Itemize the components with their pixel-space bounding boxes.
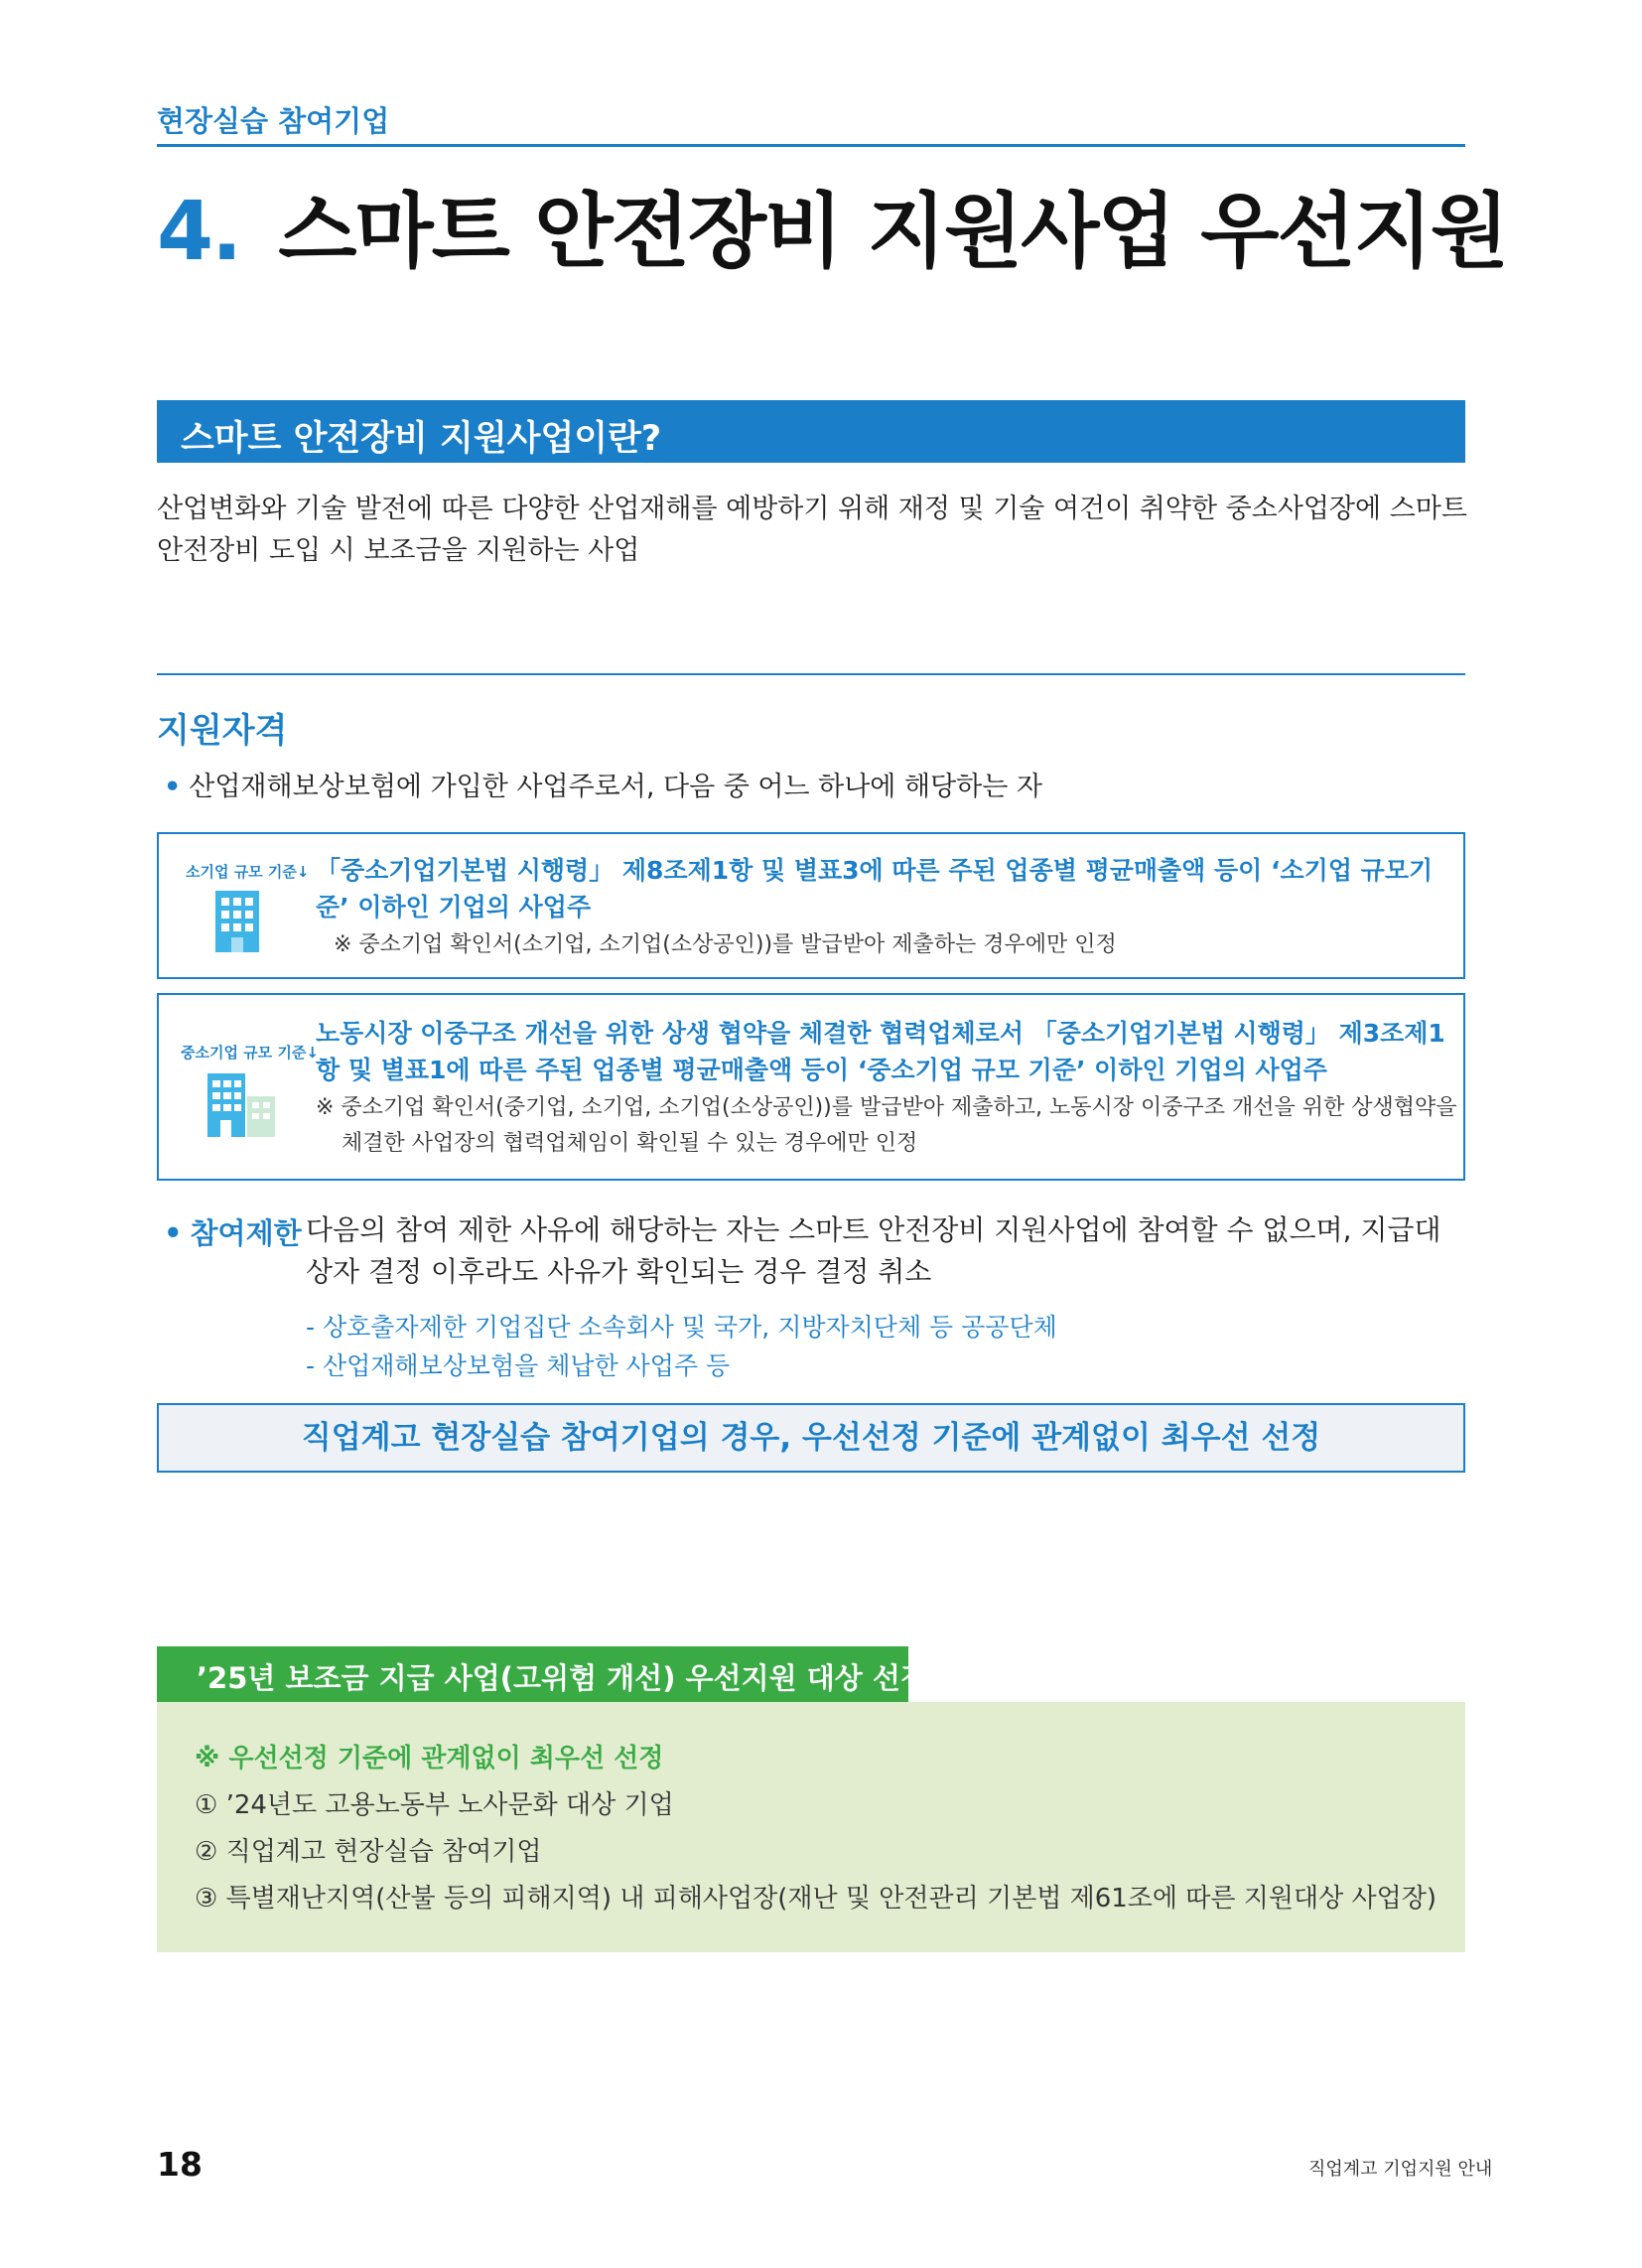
priority-note: ※ 우선선정 기준에 관계없이 최우선 선정: [195, 1744, 664, 1773]
criterion-main-text: 노동시장 이중구조 개선을 위한 상생 협약을 체결한 협력업체로서 「중소기업기본법 시행령」 제3조제1항 및 별표1에 따른 주된 업종별 평균매출액 등이 ‘중소기업 규모 기준’ 이하인 기업의 사업주: [316, 1019, 1445, 1084]
priority-tab: [157, 1646, 984, 1702]
section-tag: 현장실습 참여기업: [157, 104, 390, 138]
intro-band: [157, 400, 1465, 463]
page-number: 18: [157, 2145, 203, 2184]
criterion-label: 소기업 규모 기준↓: [186, 863, 310, 881]
title-number: 4.: [157, 185, 241, 279]
priority-panel: [157, 1702, 1465, 1952]
priority-item: ① ’24년도 고용노동부 노사문화 대상 기업: [195, 1790, 674, 1820]
highlight-box: [157, 1403, 1465, 1473]
criterion-main-text: 「중소기업기본법 시행령」 제8조제1항 및 별표3에 따른 주된 업종별 평균매출액 등이 ‘소기업 규모기준’ 이하인 기업의 사업주: [316, 856, 1434, 921]
criterion-note: ※ 중소기업 확인서(중기업, 소기업, 소기업(소상공인))를 발급받아 제출하고, 노동시장 이중구조 개선을 위한 상생협약을 체결한 사업장의 협력업체임이 확인될 수 있는 경우에만 인정: [316, 1095, 1457, 1156]
bullet-icon: •: [164, 772, 182, 802]
restriction-item: - 산업재해보상보험을 체납한 사업주 등: [306, 1351, 731, 1380]
intro-band-title: 스마트 안전장비 지원사업이란?: [181, 419, 662, 459]
restriction-text: 다음의 참여 제한 사유에 해당하는 자는 스마트 안전장비 지원사업에 참여할 수 없으며, 지급대상자 결정 이후라도 사유가 확인되는 경우 결정 취소: [306, 1213, 1441, 1288]
restriction-item: - 상호출자제한 기업집단 소속회사 및 국가, 지방자치단체 등 공공단체: [306, 1313, 1057, 1342]
criterion-label: 중소기업 규모 기준↓: [181, 1044, 319, 1062]
top-divider: [157, 144, 1465, 147]
restriction-tag-label: 참여제한: [190, 1216, 302, 1250]
priority-tab-title: ’25년 보조금 지급 사업(고위험 개선) 우선지원 대상 선정기준: [197, 1661, 984, 1695]
footer-doc-title: 직업계고 기업지원 안내: [1308, 2159, 1493, 2180]
criterion-box-medium: [157, 993, 1465, 1181]
criterion-note: ※ 중소기업 확인서(소기업, 소기업(소상공인))를 발급받아 제출하는 경우에만 인정: [334, 932, 1117, 957]
intro-description: 산업변화와 기술 발전에 따른 다양한 산업재해를 예방하기 위해 재정 및 기술 여건이 취약한 중소사업장에 스마트 안전장비 도입 시 보조금을 지원하는 사업: [157, 494, 1467, 566]
restriction-tag: [164, 1211, 302, 1252]
buildings-icon: [206, 1072, 276, 1142]
eligibility-heading: 지원자격: [157, 711, 288, 751]
bullet-icon: •: [164, 1216, 183, 1250]
section-divider: [157, 673, 1465, 675]
title-text: 스마트 안전장비 지원사업 우선지원: [278, 185, 1508, 279]
eligibility-bullet-text: 산업재해보상보험에 가입한 사업주로서, 다음 중 어느 하나에 해당하는 자: [189, 772, 1042, 802]
highlight-text: 직업계고 현장실습 참여기업의 경우, 우선선정 기준에 관계없이 최우선 선정: [301, 1420, 1321, 1456]
building-icon: [214, 890, 260, 957]
eligibility-bullet: [164, 765, 1042, 803]
priority-item: ② 직업계고 현장실습 참여기업: [195, 1837, 542, 1867]
priority-item: ③ 특별재난지역(산불 등의 피해지역) 내 피해사업장(재난 및 안전관리 기본법 제61조에 따른 지원대상 사업장): [195, 1884, 1437, 1914]
page-title: [157, 167, 1507, 283]
criterion-box-small: [157, 832, 1465, 979]
